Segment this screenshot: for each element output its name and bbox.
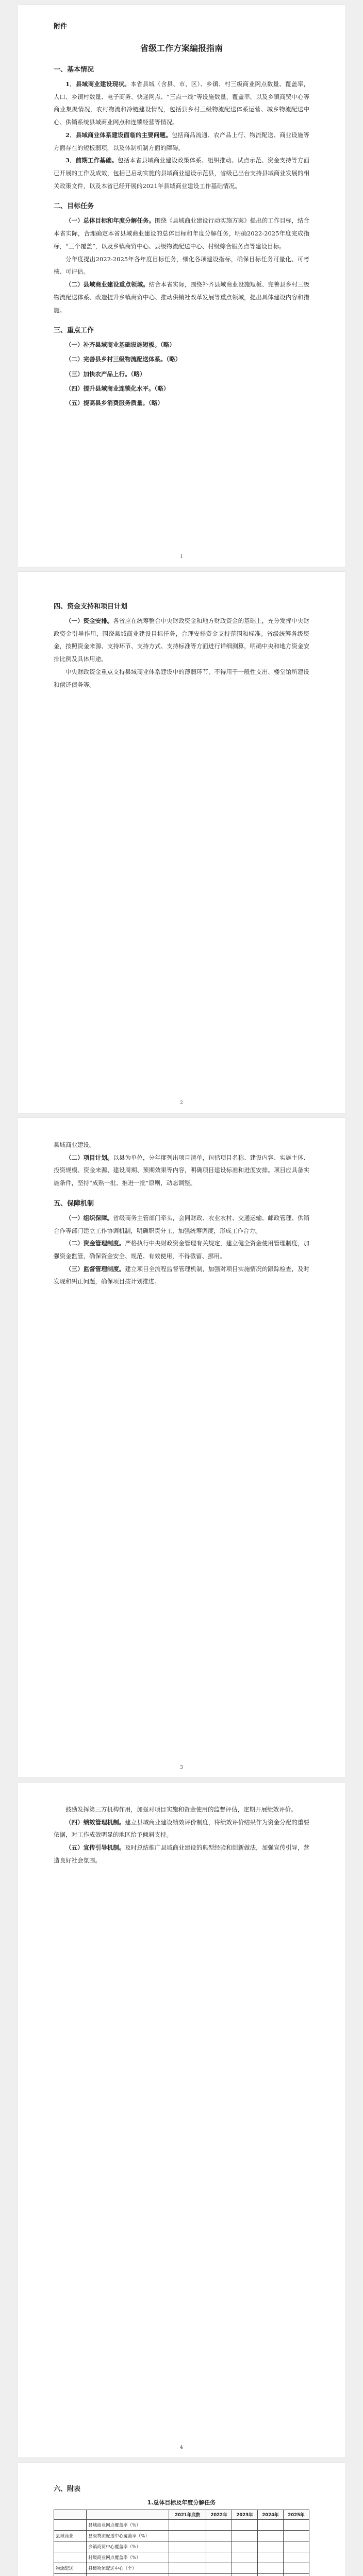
paragraph-continued: 县域商业建设。	[54, 1141, 95, 1148]
document-title: 省级工作方案编报指南	[140, 43, 223, 53]
paragraph-publicity: （五）宣传引导机制。及时总结推广县域商业建设的典型经验和创新做法，加强宣传引导，营造良好社会氛围。	[54, 1844, 309, 1864]
table-cell: 乡镇商贸中心覆盖率（%）	[87, 2541, 169, 2552]
table-cell	[232, 2541, 258, 2552]
table-cell	[232, 2552, 258, 2563]
table-cell	[232, 2520, 258, 2531]
section-heading-appendix: 六、附表	[54, 2485, 81, 2493]
paragraph-projects: （二）项目计划。以县为单位，分年度列出项目清单，包括项目名称、建设内容、实施主体、投资规模、资金来源、建设周期、预期效果等内容，明确项目建设标准和进度安排。项目应具备实施条件，坚持“成熟一批、推进一批”原则，动态调整。	[54, 1154, 310, 1187]
table-cell	[54, 2574, 87, 2576]
table-cell	[257, 2574, 283, 2576]
attachment-label: 附件	[54, 23, 68, 30]
table-cell	[283, 2520, 309, 2531]
table-cell	[257, 2563, 283, 2574]
table-cell	[206, 2574, 232, 2576]
table-cell	[206, 2552, 232, 2563]
table-cell	[206, 2531, 232, 2541]
table-cell	[87, 2574, 169, 2576]
document-page-4	[18, 1783, 345, 2458]
table-cell	[206, 2563, 232, 2574]
paragraph-performance: （四）绩效管理机制。建立县域商业建设绩效评价制度，将绩效评价结果作为资金分配的重要依据，对工作成效明显的地区给予倾斜支持。	[54, 1818, 309, 1839]
paragraph-goal-3: （二）县域商业建设重点领域。结合本省实际，围绕补齐县域商业设施短板、完善县乡村三级物流配送体系、改造提升乡镇商贸中心、推动供销社改革发展等重点领域，提出具体建设内容和措施。	[54, 281, 310, 314]
section-heading-tasks: 三、重点工作	[54, 327, 94, 335]
table1-title: 1.总体目标及年度分解任务	[147, 2499, 216, 2506]
page-number: 3	[180, 1765, 183, 1770]
table-cell	[169, 2552, 206, 2563]
table-cell: 物流配送	[54, 2563, 87, 2574]
section-heading-funds: 四、资金支持和项目计划	[54, 603, 128, 611]
section-heading-guarantee: 五、保障机制	[54, 1199, 94, 1208]
paragraph-supervise: 鼓励发挥第三方机构作用，加强对项目实施和资金使用的监督评估，定期开展绩效评价。	[65, 1806, 297, 1813]
table-header-cell	[54, 2510, 87, 2520]
table-cell	[283, 2541, 309, 2552]
paragraph-funds-2: 中央财政资金重点支持县域商业体系建设中的薄弱环节，不得用于一般性支出、楼堂馆所建设和偿还债务等。	[54, 668, 309, 688]
table-header-cell: 2023年	[232, 2510, 258, 2520]
table-cell	[206, 2541, 232, 2552]
table-cell: 县级物流配送中心（个）	[87, 2563, 169, 2574]
table-cell	[54, 2541, 87, 2552]
task-item: （三）加快农产品上行。（略）	[65, 370, 146, 378]
section-heading-goals: 二、目标任务	[54, 202, 94, 211]
page-number: 4	[180, 2445, 183, 2450]
paragraph-guarantee-2: （二）资金管理制度。严格执行中央财政资金管理有关规定，建立健全资金使用管理制度，加强资金监管，确保资金安全、规范、有效使用，不得截留、挪用。	[54, 1240, 309, 1260]
table-cell	[257, 2520, 283, 2531]
document-page-5	[18, 2463, 345, 2576]
task-item: （一）补齐县域商业基础设施短板。（略）	[65, 341, 175, 349]
table-cell: 县域商业网点覆盖率（%）	[87, 2520, 169, 2531]
paragraph-basic-2: 2．县域商业体系建设面临的主要问题。包括商品流通、农产品上行、物流配送、商业设施等方面存在的短板弱项，以及体制机制方面的障碍。	[54, 131, 309, 151]
table-cell	[283, 2563, 309, 2574]
page-number: 1	[180, 554, 183, 560]
table-cell	[232, 2574, 258, 2576]
page-number: 2	[180, 1100, 183, 1106]
table-cell	[206, 2520, 232, 2531]
table-cell	[283, 2552, 309, 2563]
table-cell	[54, 2520, 87, 2531]
table-cell	[232, 2563, 258, 2574]
table-header-cell	[87, 2510, 169, 2520]
targets-table	[54, 2510, 309, 2576]
document-page-2	[18, 572, 345, 1113]
table-cell	[257, 2531, 283, 2541]
paragraph-guarantee-3: （三）监督管理制度。建立项目全流程监督管理机制，加强对项目实施情况的跟踪检查，及时发现和纠正问题，确保项目按计划推进。	[54, 1265, 309, 1285]
table-cell	[232, 2531, 258, 2541]
table-cell: 村级商业网点覆盖率（%）	[87, 2552, 169, 2563]
table-row	[54, 2520, 309, 2531]
task-item: （四）提升县域商业连锁化水平。（略）	[65, 384, 170, 392]
table-header-cell: 2024年	[257, 2510, 283, 2520]
document-page-1	[18, 5, 345, 567]
table-cell	[169, 2520, 206, 2531]
table-cell: 县域商业	[54, 2531, 87, 2541]
table-cell	[283, 2531, 309, 2541]
paragraph-guarantee-1: （一）组织保障。省级商务主管部门牵头，会同财政、农业农村、交通运输、邮政管理、供销合作等部门建立工作协调机制，明确职责分工，加强统筹调度，形成工作合力。	[54, 1214, 310, 1234]
paragraph-basic-1: 1．县域商业建设现状。本省县城（含县、市、区）、乡镇、村三级商业网点数量、覆盖率，人口、乡镇村数量、电子商务、快递网点、“三点一线”等设施数量，覆盖率，以及乡镇商贸中心等商业集聚情况，农村物流和冷链建设情况，包括县乡村三级物流配送体系运营、城乡物流配送中心、供销系统县域商业网点和连锁经营等情况。	[54, 80, 309, 126]
document-page-3	[18, 1118, 345, 1777]
table-header-cell: 2022年	[206, 2510, 232, 2520]
table-row	[54, 2552, 309, 2563]
table-cell	[283, 2574, 309, 2576]
paragraph-basic-3: 3．前期工作基础。包括本省县域商业建设政策体系、组织推动、试点示范、资金支持等方面已开展的工作及成效，包括已启动实施的县域商业建设示范县，省级已出台支持县域商业发展的相关政策文件，以及本省已经开展的2021年县域商业建设工作基础情况。	[54, 157, 309, 190]
table-row	[54, 2541, 309, 2552]
task-item: （二）完善县乡村三级物流配送体系。（略）	[65, 355, 182, 363]
table-cell: 县级物流配送中心覆盖率（%）	[87, 2531, 169, 2541]
section-heading-basic: 一、基本情况	[54, 66, 94, 74]
table-cell	[169, 2531, 206, 2541]
table-header-cell: 2025年	[283, 2510, 309, 2520]
table-cell	[169, 2574, 206, 2576]
paragraph-goal-2: 分年度提出2022-2025年各年度目标任务，细化各项建设指标，确保目标任务可量化、可考核、可评估。	[54, 255, 309, 276]
paragraph-goal-1: （一）总体目标和年度分解任务。围绕《县域商业建设行动实施方案》提出的工作目标，结合本省实际，合理确定本省县域商业建设的总体目标和年度分解任务，明确2022-2025年度完成指标，“三个覆盖”，以及乡镇商贸中心、县级物流配送中心、村级综合服务点等建设目标。	[54, 217, 309, 250]
table-cell	[54, 2552, 87, 2563]
task-item: （五）提高县乡消费服务质量。（略）	[65, 399, 163, 406]
table-row	[54, 2531, 309, 2541]
table-row	[54, 2574, 309, 2576]
table-cell	[169, 2563, 206, 2574]
table-header-cell: 2021年底数	[169, 2510, 206, 2520]
table-row	[54, 2563, 309, 2574]
table-cell	[169, 2541, 206, 2552]
table-cell	[257, 2541, 283, 2552]
paragraph-funds: （一）资金安排。各省应在统筹整合中央财政资金和地方财政资金的基础上，充分发挥中央财政资金引导作用，围绕县域商业建设目标任务，合理安排资金支持范围和标准。省级统筹各级资金，按照资金来源、支持环节、支持方式、支持标准等方面进行详细测算，明确中央和地方资金安排比例及具体用途。	[54, 617, 310, 663]
table-cell	[257, 2552, 283, 2563]
